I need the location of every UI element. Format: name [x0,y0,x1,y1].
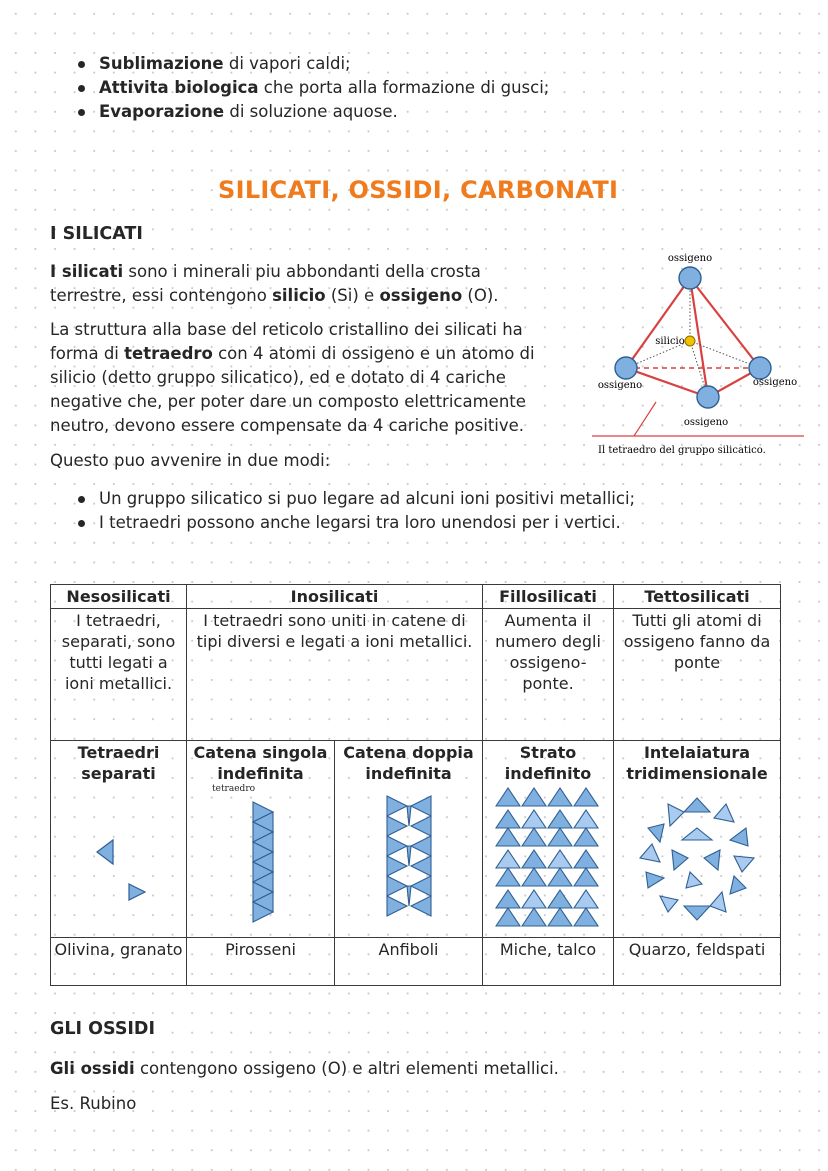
desc-inosilicati: I tetraedri sono uniti in catene di tipi diversi e legati a ioni metallici. [187,609,483,741]
oxygen-atom-right [749,357,771,379]
intro-bullet: Sublimazione di vapori caldi; [73,52,549,76]
section-heading-silicati: I SILICATI [50,224,143,244]
silicati-bullet: I tetraedri possono anche legarsi tra loro unendosi per i vertici. [73,511,635,535]
subtype-label: Catena singola indefinita [193,743,328,784]
desc-nesosilicati: I tetraedri, separati, sono tutti legati a ioni metallici. [51,609,187,741]
table-examples-row [51,937,781,985]
single-chain-figure [201,794,321,934]
table-structure-row [51,741,781,937]
label-ossigeno-top: ossigeno [667,253,713,264]
oxygen-atom-left [615,357,637,379]
subtype-label: Strato indefinito [504,743,592,784]
section-heading-ossidi: GLI OSSIDI [50,1019,155,1039]
oxygen-atom-top [679,267,701,289]
silicon-atom [685,336,695,346]
oxygen-atom-bottom [697,386,719,408]
label-ossigeno-left: ossigeno [597,380,643,391]
silicati-table [50,584,781,986]
example-tettosilicati: Quarzo, feldspati [614,937,781,985]
desc-fillosilicati: Aumenta il numero degli ossigeno-ponte. [483,609,614,741]
intro-bullet-list [73,52,549,124]
subtype-label: Catena doppia indefinita [343,743,474,784]
cell-tetraedri-separati [51,741,187,937]
header-nesosilicati: Nesosilicati [51,585,187,609]
tetraedro-label: tetraedro [212,784,256,795]
header-tettosilicati: Tettosilicati [614,585,781,609]
label-silicio: silicio [655,336,685,347]
silicati-paragraph-1: I silicati sono i minerali piu abbondanti della crosta terrestre, essi contengono silicio (Si) e ossigeno (O). [50,262,499,305]
page-title: SILICATI, OSSIDI, CARBONATI [218,176,619,204]
desc-tettosilicati: Tutti gli atomi di ossigeno fanno da ponte [614,609,781,741]
figure-caption: Il tetraedro del gruppo silicatico. [598,445,766,456]
subtype-label: Intelaiatura tridimensionale [626,743,768,784]
cell-intelaiatura [614,741,781,937]
example-fillosilicati: Miche, talco [483,937,614,985]
silicati-paragraph-2: La struttura alla base del reticolo cristallino dei silicati ha forma di tetraedro con 4 atomi di ossigeno e un atomo di silicio (detto gruppo silicatico), ed e dotato di 4 cariche negative che, per poter dare un composto elettricamente neutro, devono essere compensate da 4 cariche positive. [50,320,535,435]
silicati-bullet-list [73,487,635,535]
example-pirosseni: Pirosseni [187,937,335,985]
cell-catena-singola [187,741,335,937]
example-nesosilicati: Olivina, granato [51,937,187,985]
ossidi-paragraph: Gli ossidi contengono ossigeno (O) e altri elementi metallici. [50,1059,559,1078]
cell-catena-doppia [335,741,483,937]
silicati-paragraph-3: Questo puo avvenire in due modi: [50,451,331,470]
label-ossigeno-bottom: ossigeno [683,417,729,428]
silicati-bullet: Un gruppo silicatico si puo legare ad alcuni ioni positivi metallici; [73,487,635,511]
header-fillosilicati: Fillosilicati [483,585,614,609]
intro-bullet: Evaporazione di soluzione aquose. [73,100,549,124]
framework-structure-figure [622,784,772,934]
table-description-row [51,609,781,741]
sheet-structure-figure [488,784,608,934]
subtype-label: Tetraedri separati [77,743,160,784]
double-chain-figure [349,784,469,934]
cell-strato [483,741,614,937]
table-header-row [51,585,781,609]
header-inosilicati: Inosilicati [187,585,483,609]
intro-bullet: Attivita biologica che porta alla formazione di gusci; [73,76,549,100]
tetrahedron-diagram [592,246,804,461]
tetrahedron-figure [592,246,804,461]
example-anfiboli: Anfiboli [335,937,483,985]
isolated-tetrahedra-figure [59,784,179,934]
ossidi-example: Es. Rubino [50,1094,137,1113]
label-ossigeno-right: ossigeno [752,377,798,388]
